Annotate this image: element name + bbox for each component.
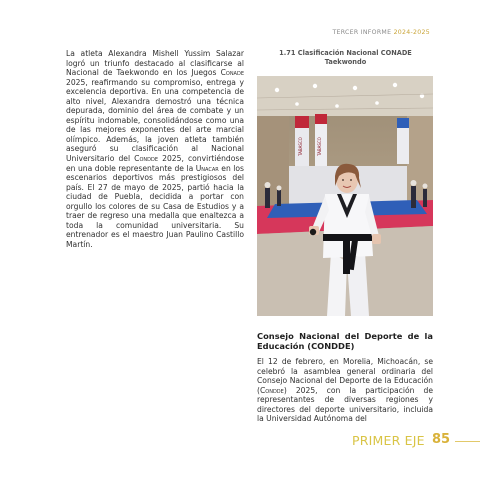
athlete-photo xyxy=(257,76,433,316)
figure-caption: 1.71 Clasificación Nacional CONADE Taekwondo xyxy=(279,49,412,66)
section-heading: Consejo Nacional del Deporte de la Educación (CONDDE) xyxy=(257,331,433,351)
page-number: 85 xyxy=(432,432,451,447)
chapter-label: PRIMER EJE xyxy=(352,433,425,448)
text-run-smallcaps: Conade xyxy=(220,68,244,78)
report-title: TERCER INFORME xyxy=(332,29,392,36)
text-run: 2025, reafirmando su compromiso, entrega y excelencia deportiva. En una competencia de alto nivel, Alexandra demostró una técnica depurada, dominio del área de combate y un espíritu indomable, consolidándose como una de las mejores exponentes del arte marcial olímpico. Además, la joven atleta también aseguró su clasificación al Nacional Universitario del xyxy=(66,77,244,164)
banner-text: TABASCO xyxy=(317,137,322,156)
text-run-smallcaps: Condde xyxy=(259,385,284,395)
left-column-text xyxy=(66,49,244,249)
section-body-text xyxy=(257,357,433,424)
text-run: La atleta Alexandra Mishell Yussim Salazar logró un triunfo destacado al clasificarse al Nacional de Taekwondo en los Juegos xyxy=(66,49,244,78)
text-run: El 12 de febrero, en Morelia, Michoacán, se celebró la asamblea general ordinaria del Consejo Nacional del Deporte de la Educación ( xyxy=(257,357,433,395)
text-run: en los escenarios deportivos más prestigiosos del país. El 27 de mayo de 2025, partió hacia la ciudad de Puebla, decidida a portar con orgullo los colores de su Casa de Estudios y a traer de regreso una medalla que enaltezca a toda la comunidad universitaria. Su entrenador es el maestro Juan Paulino Castillo Martín. xyxy=(66,163,244,249)
report-years: 2024-2025 xyxy=(393,29,430,36)
running-header xyxy=(332,29,430,36)
text-run-smallcaps: Condde xyxy=(134,154,159,164)
text-run-smallcaps: Unacar xyxy=(195,163,219,173)
banner-text: TABASCO xyxy=(298,137,303,156)
text-run: ) 2025, con la participación de representantes de diversas regiones y directores del deporte universitario, incluida la Universidad Autónoma del xyxy=(257,385,433,424)
text-run: 2025, convirtiéndose en una doble representante de la xyxy=(66,154,244,173)
footer-rule xyxy=(455,441,480,442)
